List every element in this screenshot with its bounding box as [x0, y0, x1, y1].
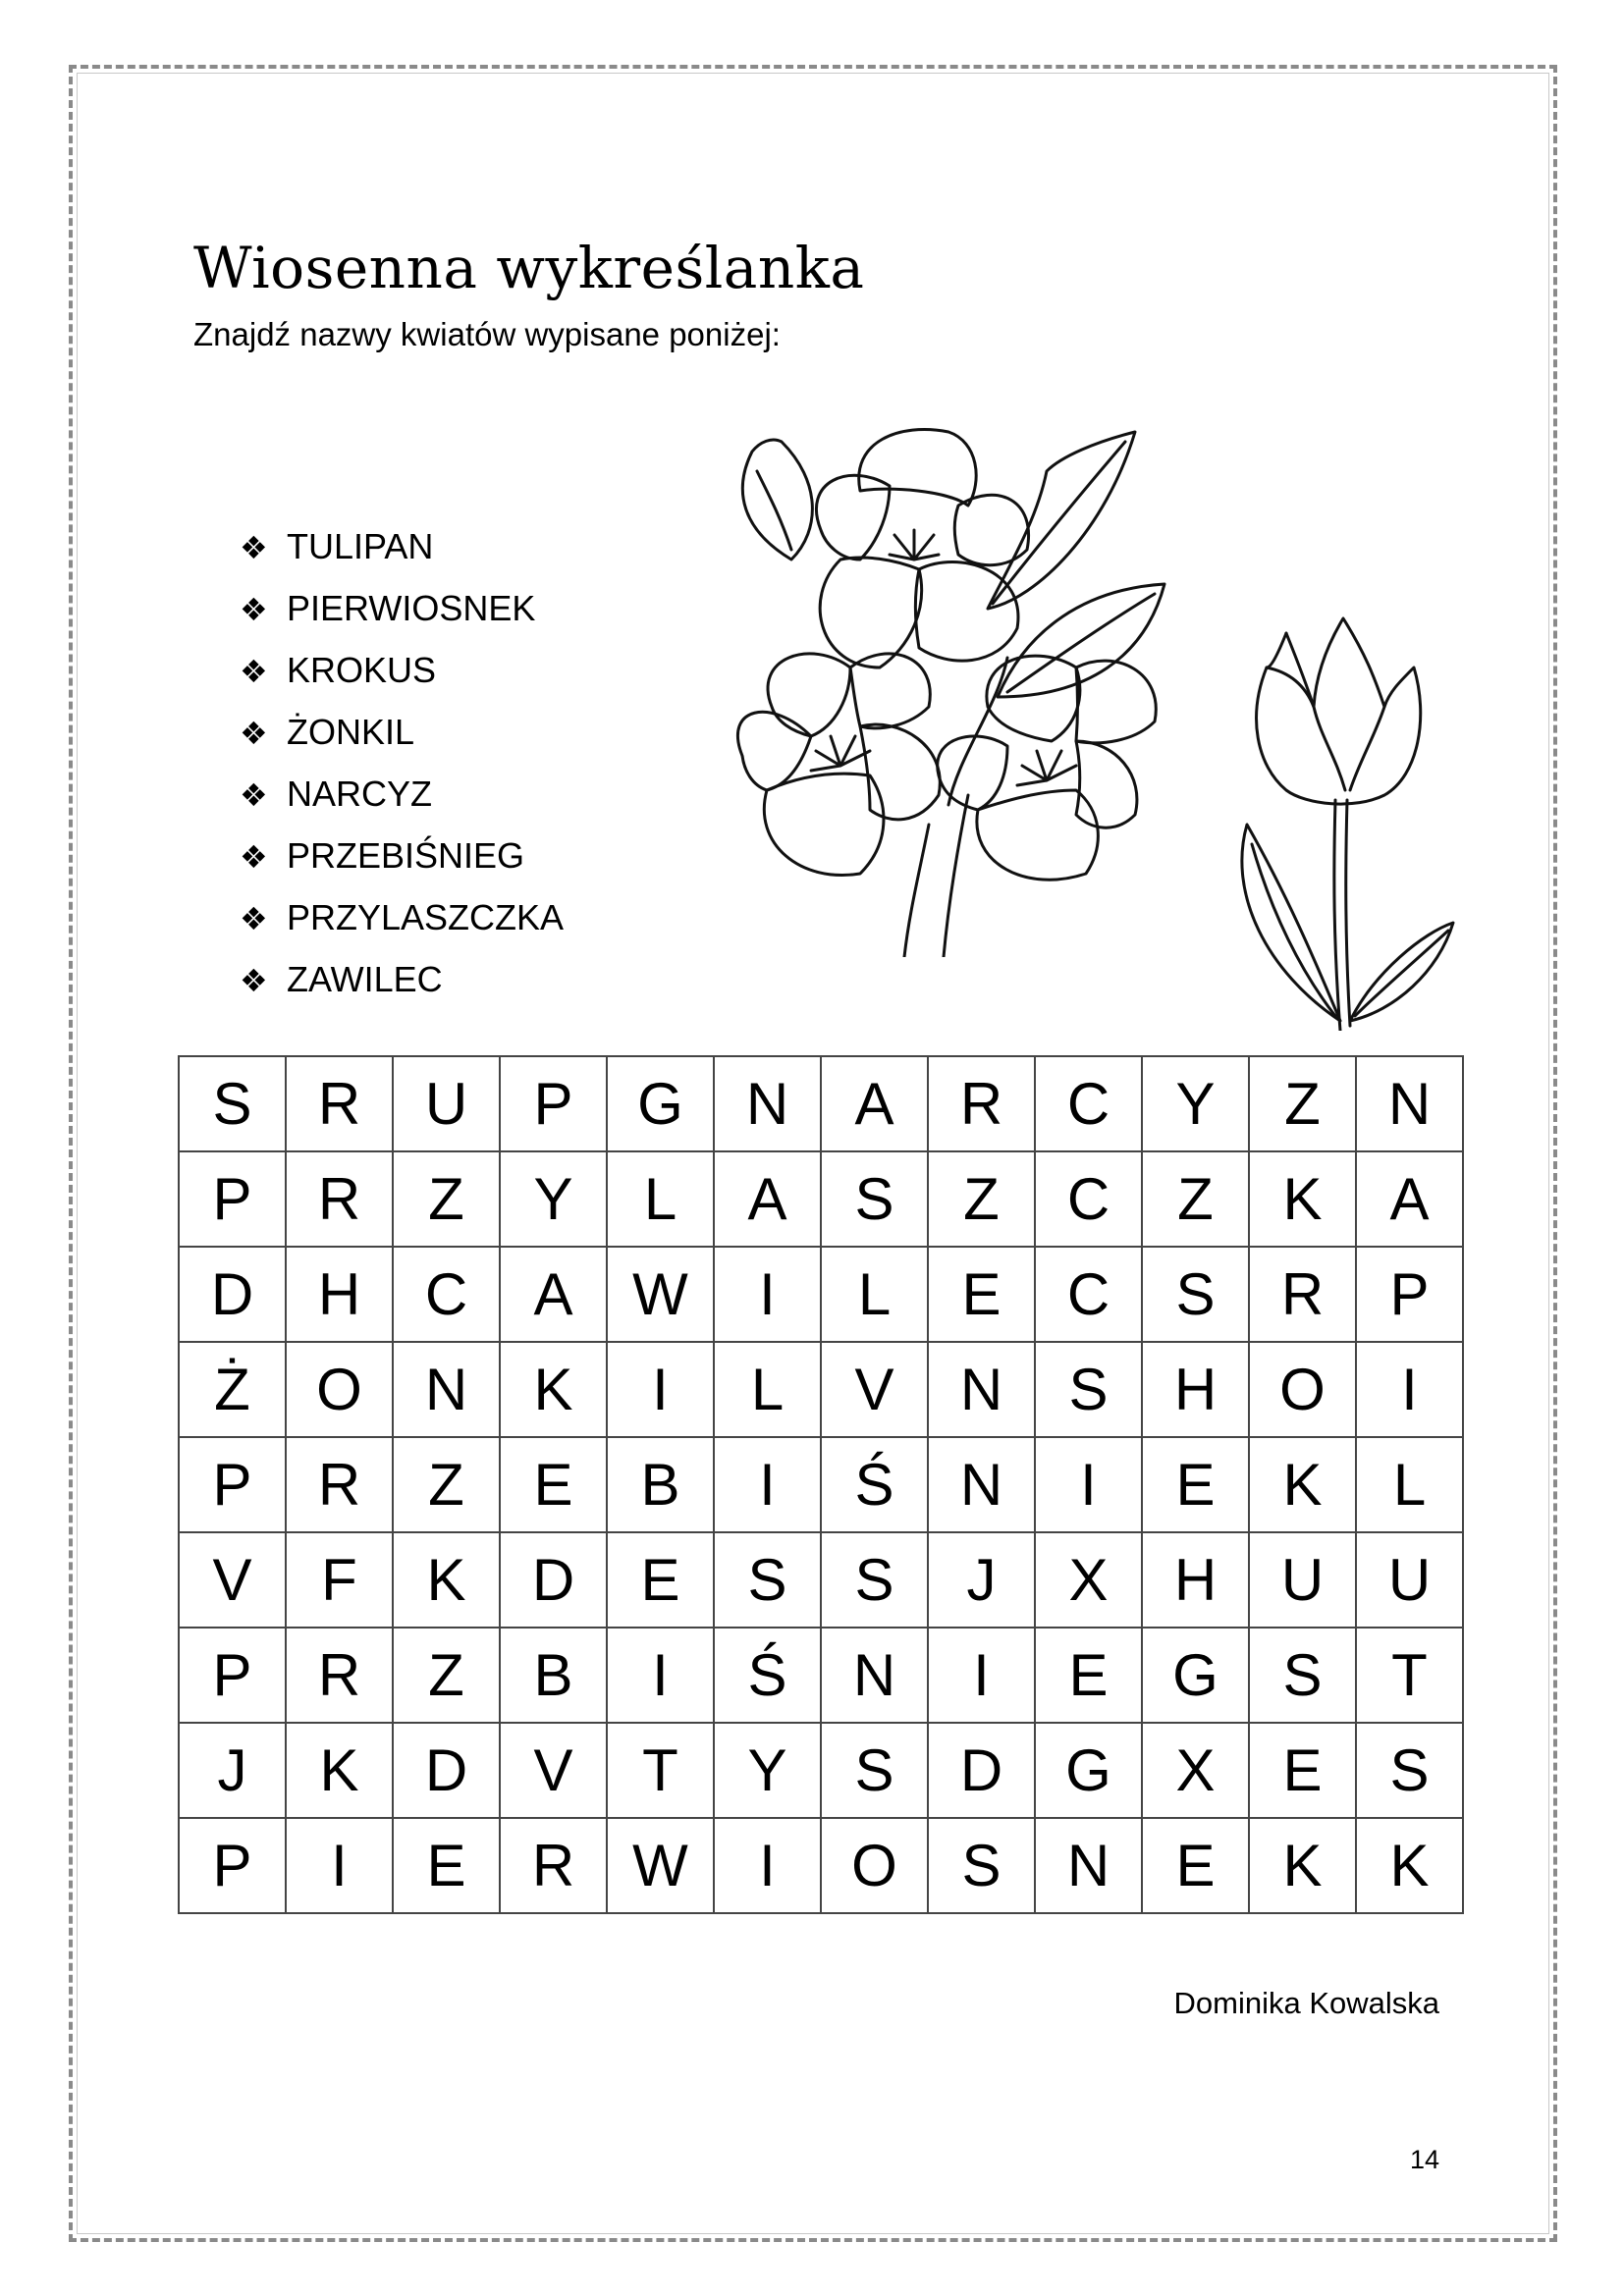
word-label: NARCYZ — [287, 774, 433, 814]
grid-cell[interactable]: G — [607, 1056, 714, 1151]
grid-cell[interactable]: E — [1035, 1628, 1142, 1723]
grid-cell[interactable]: N — [1035, 1818, 1142, 1913]
grid-cell[interactable]: O — [1249, 1342, 1356, 1437]
grid-cell[interactable]: S — [928, 1818, 1035, 1913]
word-list-item — [240, 886, 564, 948]
word-list-item — [240, 577, 564, 639]
grid-cell[interactable]: E — [500, 1437, 607, 1532]
grid-cell[interactable]: I — [607, 1342, 714, 1437]
grid-row — [179, 1151, 1463, 1247]
word-label: PRZYLASZCZKA — [287, 897, 565, 937]
grid-cell[interactable]: X — [1035, 1532, 1142, 1628]
grid-cell[interactable]: K — [500, 1342, 607, 1437]
grid-cell[interactable]: O — [821, 1818, 928, 1913]
grid-cell[interactable]: P — [500, 1056, 607, 1151]
word-label: KROKUS — [287, 650, 437, 690]
diamond-bullet-icon: ❖ — [240, 715, 268, 752]
word-list-item — [240, 948, 564, 1010]
grid-cell[interactable]: A — [821, 1056, 928, 1151]
word-label: ZAWILEC — [287, 959, 443, 999]
grid-cell[interactable]: N — [714, 1056, 821, 1151]
grid-cell[interactable]: L — [714, 1342, 821, 1437]
diamond-bullet-icon: ❖ — [240, 653, 268, 690]
grid-cell[interactable]: C — [1035, 1151, 1142, 1247]
word-label: TULIPAN — [287, 526, 434, 566]
grid-cell[interactable]: X — [1142, 1723, 1249, 1818]
grid-cell[interactable]: D — [179, 1247, 286, 1342]
grid-cell[interactable]: E — [607, 1532, 714, 1628]
word-search-grid — [178, 1055, 1464, 1914]
diamond-bullet-icon: ❖ — [240, 962, 268, 999]
grid-cell[interactable]: Y — [500, 1151, 607, 1247]
grid-cell[interactable]: S — [821, 1151, 928, 1247]
word-list-item — [240, 639, 564, 701]
grid-cell[interactable]: Z — [1142, 1151, 1249, 1247]
grid-cell[interactable]: C — [1035, 1247, 1142, 1342]
grid-row — [179, 1342, 1463, 1437]
word-label: PRZEBIŚNIEG — [287, 835, 525, 876]
grid-cell[interactable]: C — [1035, 1056, 1142, 1151]
grid-cell[interactable]: P — [1356, 1247, 1463, 1342]
grid-row — [179, 1818, 1463, 1913]
grid-cell[interactable]: S — [1249, 1628, 1356, 1723]
grid-cell[interactable]: B — [500, 1628, 607, 1723]
grid-cell[interactable]: Z — [393, 1151, 500, 1247]
grid-cell[interactable]: G — [1142, 1628, 1249, 1723]
grid-cell[interactable]: K — [1356, 1818, 1463, 1913]
grid-cell[interactable]: N — [928, 1437, 1035, 1532]
grid-cell[interactable]: I — [607, 1628, 714, 1723]
grid-cell[interactable]: I — [928, 1628, 1035, 1723]
grid-cell[interactable]: Z — [1249, 1056, 1356, 1151]
grid-cell[interactable]: E — [1249, 1723, 1356, 1818]
grid-cell[interactable]: T — [607, 1723, 714, 1818]
grid-cell[interactable]: S — [1356, 1723, 1463, 1818]
grid-cell[interactable]: U — [1249, 1532, 1356, 1628]
grid-cell[interactable]: S — [714, 1532, 821, 1628]
grid-cell[interactable]: K — [1249, 1437, 1356, 1532]
grid-cell[interactable]: K — [393, 1532, 500, 1628]
diamond-bullet-icon: ❖ — [240, 838, 268, 876]
grid-cell[interactable]: U — [1356, 1532, 1463, 1628]
grid-cell[interactable]: Ż — [179, 1342, 286, 1437]
grid-row — [179, 1532, 1463, 1628]
grid-cell[interactable]: N — [821, 1628, 928, 1723]
worksheet-title: Wiosenna wykreślanka — [193, 234, 865, 301]
grid-cell[interactable]: B — [607, 1437, 714, 1532]
grid-cell[interactable]: L — [607, 1151, 714, 1247]
word-label: ŻONKIL — [287, 712, 415, 752]
grid-cell[interactable]: N — [1356, 1056, 1463, 1151]
grid-cell[interactable]: S — [1035, 1342, 1142, 1437]
grid-row — [179, 1628, 1463, 1723]
grid-cell[interactable]: H — [1142, 1342, 1249, 1437]
grid-cell[interactable]: F — [286, 1532, 393, 1628]
grid-cell[interactable]: E — [393, 1818, 500, 1913]
grid-cell[interactable]: R — [286, 1628, 393, 1723]
word-list-item — [240, 515, 564, 577]
grid-cell[interactable]: Y — [1142, 1056, 1249, 1151]
word-list-item — [240, 763, 564, 825]
grid-cell[interactable]: I — [1035, 1437, 1142, 1532]
grid-cell[interactable]: N — [928, 1342, 1035, 1437]
grid-cell[interactable]: V — [179, 1532, 286, 1628]
grid-cell[interactable]: P — [179, 1151, 286, 1247]
grid-cell[interactable]: O — [286, 1342, 393, 1437]
grid-cell[interactable]: E — [928, 1247, 1035, 1342]
grid-cell[interactable]: C — [393, 1247, 500, 1342]
diamond-bullet-icon: ❖ — [240, 529, 268, 566]
grid-cell[interactable]: D — [393, 1723, 500, 1818]
grid-row — [179, 1723, 1463, 1818]
word-list-item — [240, 825, 564, 886]
grid-cell[interactable]: R — [500, 1818, 607, 1913]
grid-cell[interactable]: R — [286, 1437, 393, 1532]
grid-cell[interactable]: P — [179, 1437, 286, 1532]
tulip-icon — [1227, 599, 1463, 1031]
grid-cell[interactable]: K — [1249, 1818, 1356, 1913]
grid-cell[interactable]: W — [607, 1247, 714, 1342]
grid-cell[interactable]: U — [393, 1056, 500, 1151]
grid-cell[interactable]: J — [928, 1532, 1035, 1628]
grid-cell[interactable]: D — [500, 1532, 607, 1628]
grid-cell[interactable]: P — [179, 1818, 286, 1913]
grid-row — [179, 1247, 1463, 1342]
grid-cell[interactable]: A — [500, 1247, 607, 1342]
grid-cell[interactable]: V — [821, 1342, 928, 1437]
grid-cell[interactable]: W — [607, 1818, 714, 1913]
grid-cell[interactable]: N — [393, 1342, 500, 1437]
grid-cell[interactable]: I — [714, 1247, 821, 1342]
grid-cell[interactable]: V — [500, 1723, 607, 1818]
grid-cell[interactable]: R — [286, 1151, 393, 1247]
grid-row — [179, 1437, 1463, 1532]
grid-cell[interactable]: I — [714, 1818, 821, 1913]
diamond-bullet-icon: ❖ — [240, 776, 268, 814]
grid-cell[interactable]: K — [1249, 1151, 1356, 1247]
grid-cell[interactable]: J — [179, 1723, 286, 1818]
grid-cell[interactable]: L — [1356, 1437, 1463, 1532]
grid-cell[interactable]: Z — [393, 1437, 500, 1532]
grid-cell[interactable]: Z — [928, 1151, 1035, 1247]
word-list — [240, 515, 564, 1010]
grid-cell[interactable]: T — [1356, 1628, 1463, 1723]
grid-cell[interactable]: Z — [393, 1628, 500, 1723]
grid-cell[interactable]: R — [928, 1056, 1035, 1151]
grid-cell[interactable]: D — [928, 1723, 1035, 1818]
grid-cell[interactable]: R — [286, 1056, 393, 1151]
grid-cell[interactable]: A — [714, 1151, 821, 1247]
grid-cell[interactable]: S — [821, 1723, 928, 1818]
word-list-item — [240, 701, 564, 763]
grid-cell[interactable]: A — [1356, 1151, 1463, 1247]
diamond-bullet-icon: ❖ — [240, 591, 268, 628]
grid-cell[interactable]: S — [179, 1056, 286, 1151]
diamond-bullet-icon: ❖ — [240, 900, 268, 937]
grid-cell[interactable]: Ś — [821, 1437, 928, 1532]
page-number: 14 — [1409, 2145, 1439, 2174]
grid-row — [179, 1056, 1463, 1151]
grid-cell[interactable]: G — [1035, 1723, 1142, 1818]
word-label: PIERWIOSNEK — [287, 588, 536, 628]
grid-cell[interactable]: I — [1356, 1342, 1463, 1437]
grid-cell[interactable]: H — [1142, 1532, 1249, 1628]
grid-cell[interactable]: Y — [714, 1723, 821, 1818]
grid-cell[interactable]: L — [821, 1247, 928, 1342]
author-name: Dominika Kowalska — [1173, 1986, 1439, 2020]
grid-cell[interactable]: H — [286, 1247, 393, 1342]
grid-cell[interactable]: K — [286, 1723, 393, 1818]
grid-cell[interactable]: Ś — [714, 1628, 821, 1723]
grid-cell[interactable]: P — [179, 1628, 286, 1723]
grid-cell[interactable]: R — [1249, 1247, 1356, 1342]
grid-cell[interactable]: S — [821, 1532, 928, 1628]
pansy-flowers-icon — [713, 412, 1196, 957]
grid-cell[interactable]: E — [1142, 1818, 1249, 1913]
grid-cell[interactable]: I — [714, 1437, 821, 1532]
grid-cell[interactable]: I — [286, 1818, 393, 1913]
grid-cell[interactable]: S — [1142, 1247, 1249, 1342]
grid-cell[interactable]: E — [1142, 1437, 1249, 1532]
instructions: Znajdź nazwy kwiatów wypisane poniżej: — [193, 316, 781, 352]
